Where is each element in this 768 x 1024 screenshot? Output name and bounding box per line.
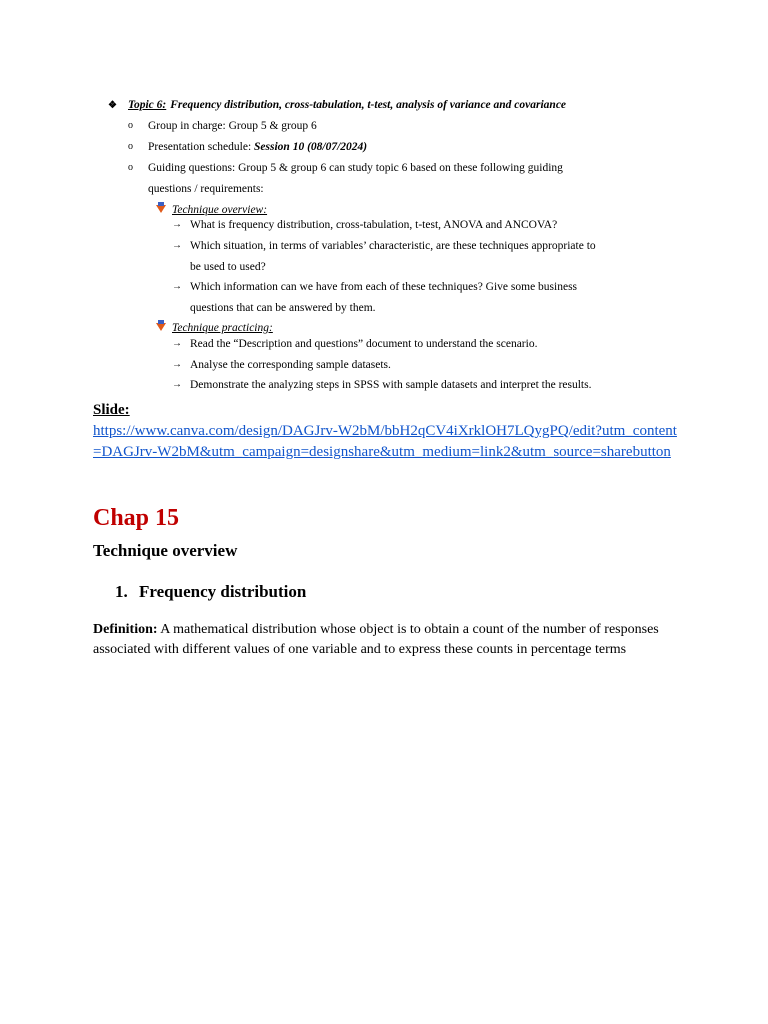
diamond-bullet-icon: ❖	[108, 100, 117, 111]
topic-item-guiding: o Guiding questions: Group 5 & group 6 can study topic 6 based on these following guiding questions / requirements:	[128, 160, 632, 197]
definition-paragraph	[93, 620, 665, 660]
subsection-number: 1.	[115, 582, 128, 601]
arrow-bullet-icon: →	[172, 219, 182, 230]
subsection-heading	[115, 582, 306, 602]
slide-link[interactable]: https://www.canva.com/design/DAGJrv-W2bM/bbH2qCV4iXrklOH7LQygPQ/edit?utm_content=DAGJrv-W2bM&utm_campaign=designshare&utm_medium=link2&utm_source=sharebutton	[93, 423, 677, 460]
overview-bullet: → Which situation, in terms of variables’ characteristic, are these techniques appropriate to be used to used?	[172, 240, 596, 273]
practicing-bullet: → Demonstrate the analyzing steps in SPSS with sample datasets and interpret the results.	[172, 379, 592, 391]
definition-text: A mathematical distribution whose object is to obtain a count of the number of responses associated with different values of one variable and to express these counts in percentage terms	[93, 622, 659, 657]
technique-practicing-heading: Technique practicing:	[154, 320, 273, 336]
section-heading: Technique overview	[93, 541, 238, 560]
chapter-heading: Chap 15	[93, 505, 180, 531]
definition-label: Definition:	[93, 622, 158, 637]
practicing-bullet: → Read the “Description and questions” document to understand the scenario.	[172, 338, 538, 350]
flag-bullet-icon	[154, 320, 172, 336]
overview-bullet: → What is frequency distribution, cross-tabulation, t-test, ANOVA and ANCOVA?	[172, 219, 558, 231]
flag-bullet-icon	[154, 202, 172, 218]
arrow-bullet-icon: →	[172, 240, 182, 251]
topic-title: Frequency distribution, cross-tabulation, t-test, analysis of variance and covariance	[170, 99, 567, 111]
arrow-bullet-icon: →	[172, 359, 182, 370]
circle-bullet-icon	[128, 139, 148, 155]
slide-label: Slide:	[93, 402, 130, 418]
arrow-bullet-icon: →	[172, 338, 182, 349]
subsection-title: Frequency distribution	[139, 582, 307, 601]
arrow-bullet-icon: →	[172, 379, 182, 390]
topic-item-schedule: o Presentation schedule: Session 10 (08/07/2024)	[128, 139, 632, 155]
topic-heading	[108, 97, 638, 114]
arrow-bullet-icon: →	[172, 281, 182, 292]
circle-bullet-icon	[128, 118, 148, 134]
technique-overview-heading: Technique overview:	[154, 202, 267, 218]
practicing-bullet: → Analyse the corresponding sample datasets.	[172, 359, 391, 371]
topic-block	[108, 97, 638, 391]
topic-label: Topic 6:	[128, 99, 167, 111]
topic-item-group: o Group in charge: Group 5 & group 6	[128, 118, 632, 134]
overview-bullet: → Which information can we have from each of these techniques? Give some business questions that can be answered by them.	[172, 281, 578, 314]
circle-bullet-icon	[128, 160, 148, 197]
